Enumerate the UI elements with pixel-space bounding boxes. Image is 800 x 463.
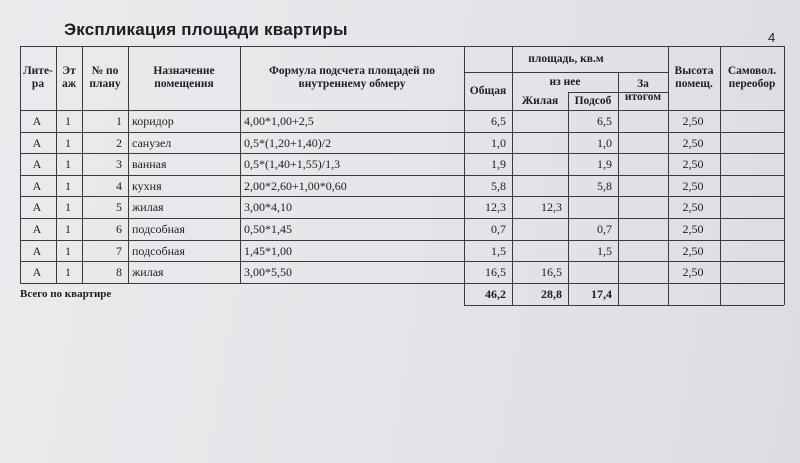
cell-litera: А xyxy=(32,135,42,150)
cell-obshaya: 12,3 xyxy=(485,200,506,215)
cell-vysota: 2,50 xyxy=(682,157,704,172)
cell-formula: 2,00*2,60+1,00*0,60 xyxy=(244,178,347,193)
row-divider xyxy=(20,261,784,262)
column-divider xyxy=(568,92,569,305)
row-divider xyxy=(20,132,784,133)
cell-nomer: 8 xyxy=(116,265,122,280)
cell-obshaya: 1,5 xyxy=(491,243,506,258)
row-divider xyxy=(20,175,784,176)
cell-formula: 3,00*5,50 xyxy=(244,265,292,280)
row-divider xyxy=(20,218,784,219)
total-podsob: 17,4 xyxy=(591,286,612,301)
cell-litera: А xyxy=(32,265,42,280)
cell-naznachenie: коридор xyxy=(132,114,174,128)
cell-etazh: 1 xyxy=(65,265,71,280)
cell-formula: 0,5*(1,40+1,55)/1,3 xyxy=(244,157,341,172)
cell-naznachenie: санузел xyxy=(132,135,172,150)
cell-formula: 0,50*1,45 xyxy=(244,222,292,236)
cell-naznachenie: подсобная xyxy=(132,243,185,258)
cell-nomer: 3 xyxy=(116,157,122,172)
cell-litera: А xyxy=(32,243,42,258)
column-divider xyxy=(784,46,785,305)
cell-nomer: 4 xyxy=(116,178,122,193)
row-divider xyxy=(20,240,784,241)
header-unauthorized-rework: Самовол. переобор xyxy=(727,65,777,90)
cell-obshaya: 16,5 xyxy=(485,265,506,280)
page-number: 4 xyxy=(768,30,776,45)
cell-etazh: 1 xyxy=(65,178,71,193)
table-border-bottom xyxy=(464,305,784,306)
cell-zhilaya: 12,3 xyxy=(541,200,562,215)
cell-podsob: 1,9 xyxy=(597,157,612,172)
cell-etazh: 1 xyxy=(65,157,71,172)
header-of-which: из нее xyxy=(549,75,581,88)
cell-nomer: 5 xyxy=(116,200,122,215)
cell-podsob: 1,0 xyxy=(597,135,612,150)
header-room-number: № по плану xyxy=(89,65,121,90)
cell-podsob: 6,5 xyxy=(597,114,612,128)
total-zhilaya: 28,8 xyxy=(541,286,562,301)
cell-nomer: 2 xyxy=(116,135,122,150)
cell-podsob: 0,7 xyxy=(597,222,612,236)
explication-table xyxy=(20,46,784,301)
header-area-group: площадь, кв.м xyxy=(528,52,604,65)
cell-formula: 1,45*1,00 xyxy=(244,243,292,258)
cell-podsob: 1,5 xyxy=(597,243,612,258)
cell-podsob: 5,8 xyxy=(597,178,612,193)
cell-obshaya: 6,5 xyxy=(491,114,506,128)
cell-obshaya: 0,7 xyxy=(491,222,506,236)
cell-etazh: 1 xyxy=(65,200,71,215)
header-auxiliary: Подсоб xyxy=(574,94,612,107)
cell-formula: 4,00*1,00+2,5 xyxy=(244,114,314,128)
cell-nomer: 1 xyxy=(116,114,122,128)
cell-obshaya: 5,8 xyxy=(491,178,506,193)
row-divider xyxy=(20,196,784,197)
cell-naznachenie: кухня xyxy=(132,178,162,193)
cell-etazh: 1 xyxy=(65,135,71,150)
cell-vysota: 2,50 xyxy=(682,178,704,193)
cell-litera: А xyxy=(32,200,42,215)
cell-naznachenie: подсобная xyxy=(132,222,185,236)
cell-vysota: 2,50 xyxy=(682,135,704,150)
row-divider xyxy=(20,110,784,111)
cell-formula: 3,00*4,10 xyxy=(244,200,292,215)
cell-litera: А xyxy=(32,178,42,193)
total-obshaya: 46,2 xyxy=(485,286,506,301)
header-area-total: Общая xyxy=(469,84,507,97)
header-litera: Лите-ра xyxy=(23,65,53,90)
cell-formula: 0,5*(1,20+1,40)/2 xyxy=(244,135,332,150)
header-height: Высота помещ. xyxy=(674,65,714,90)
cell-etazh: 1 xyxy=(65,114,71,128)
cell-vysota: 2,50 xyxy=(682,243,704,258)
cell-litera: А xyxy=(32,222,42,236)
cell-etazh: 1 xyxy=(65,222,71,236)
cell-vysota: 2,50 xyxy=(682,222,704,236)
cell-vysota: 2,50 xyxy=(682,114,704,128)
header-beyond-total: За итогом xyxy=(624,78,662,103)
cell-naznachenie: жилая xyxy=(132,200,164,215)
cell-vysota: 2,50 xyxy=(682,265,704,280)
cell-vysota: 2,50 xyxy=(682,200,704,215)
cell-naznachenie: жилая xyxy=(132,265,164,280)
total-label: Всего по квартире xyxy=(20,287,112,300)
cell-nomer: 6 xyxy=(116,222,122,236)
row-divider xyxy=(20,283,784,284)
cell-obshaya: 1,9 xyxy=(491,157,506,172)
row-divider xyxy=(20,153,784,154)
cell-zhilaya: 16,5 xyxy=(541,265,562,280)
cell-nomer: 7 xyxy=(116,243,122,258)
cell-obshaya: 1,0 xyxy=(491,135,506,150)
header-area-formula: Формула подсчета площадей по внутреннему обмеру xyxy=(268,65,436,90)
cell-etazh: 1 xyxy=(65,243,71,258)
document-title: Экспликация площади квартиры xyxy=(64,20,348,39)
header-living: Жилая xyxy=(521,94,559,107)
cell-naznachenie: ванная xyxy=(132,157,167,172)
header-etazh: Эт аж xyxy=(61,65,77,90)
cell-litera: А xyxy=(32,157,42,172)
cell-litera: А xyxy=(32,114,42,128)
header-room-purpose: Назначение помещения xyxy=(153,65,215,90)
